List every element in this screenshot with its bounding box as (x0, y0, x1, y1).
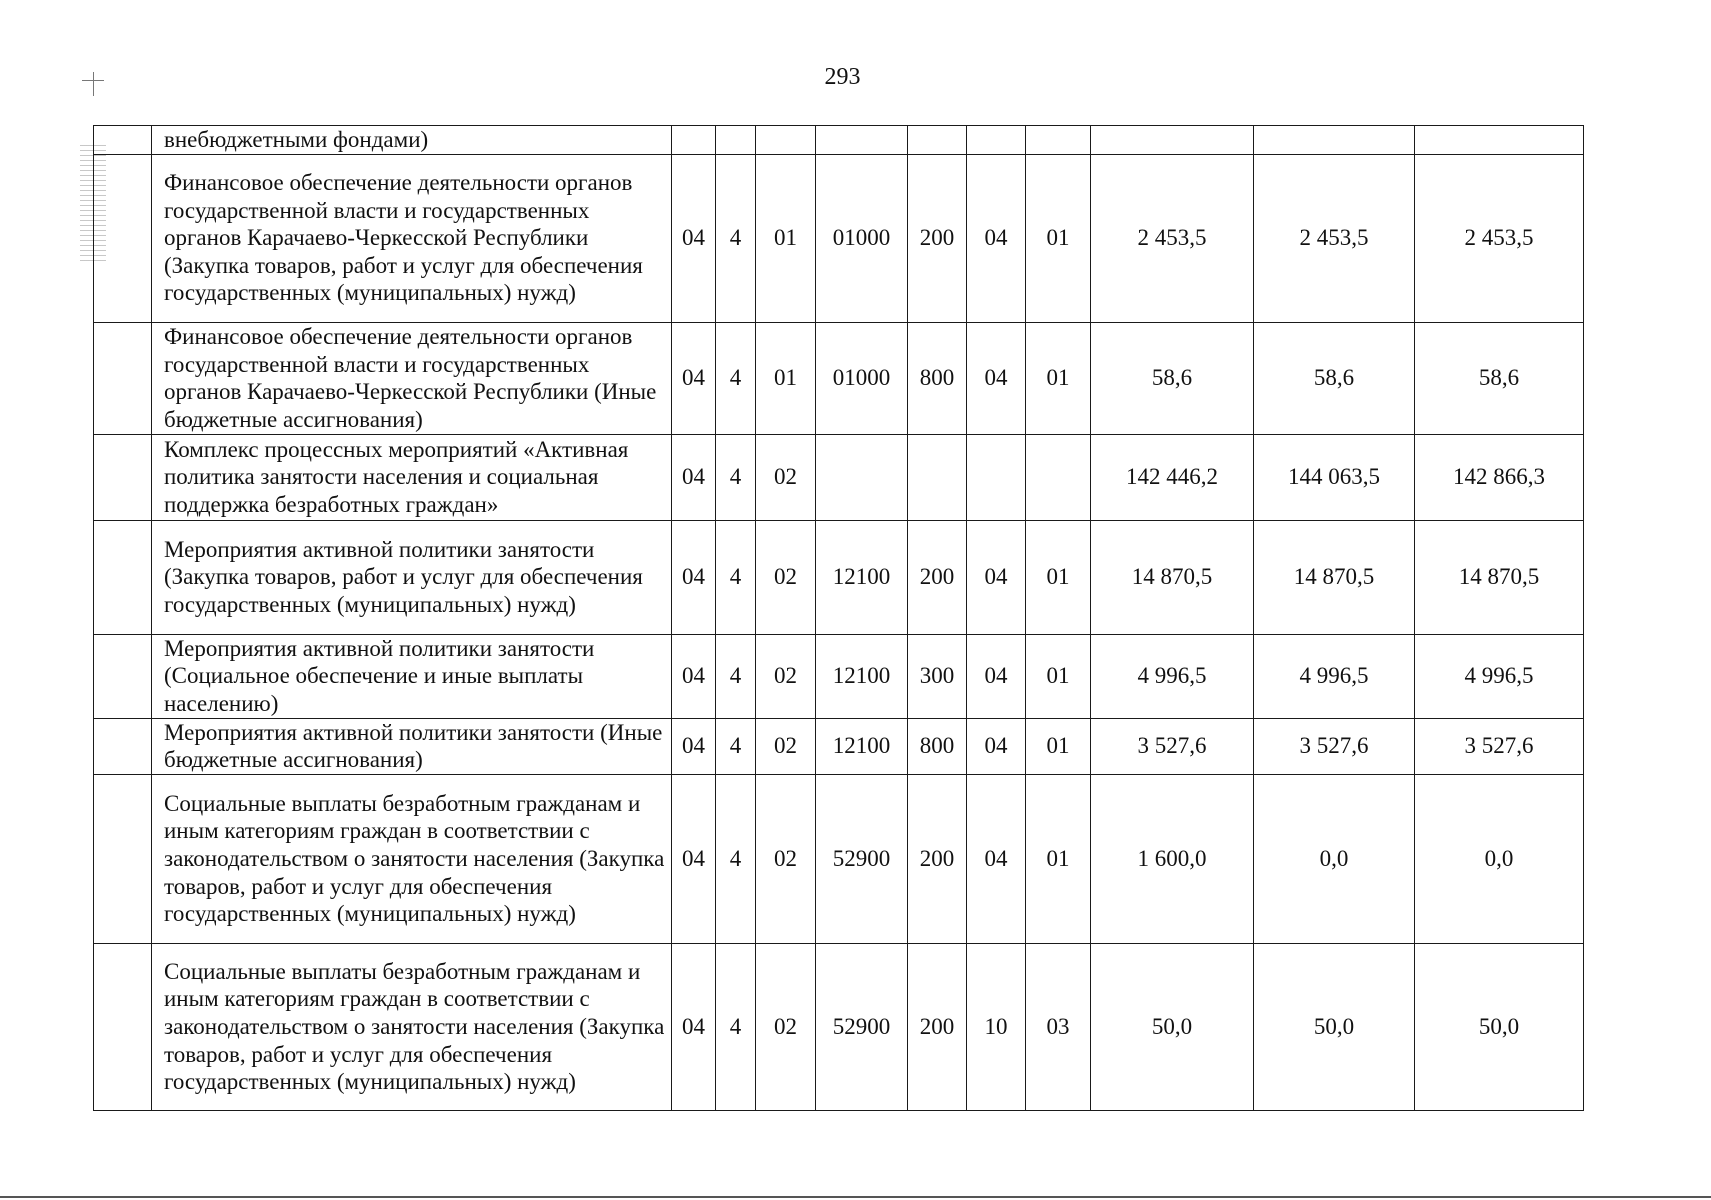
item-name-cell: Мероприятия активной политики занятости (Социальное обеспечение и иные выплаты населению) (152, 634, 672, 718)
code-cell: 03 (1026, 943, 1091, 1110)
code-cell: 02 (756, 943, 816, 1110)
code-cell: 4 (716, 434, 756, 520)
amount-cell (1091, 126, 1254, 155)
bottom-edge-line (0, 1196, 1711, 1198)
item-name-cell: Социальные выплаты безработным гражданам и иным категориям граждан в соответствии с законодательством о занятости населения (Закупка товаров, работ и услуг для обеспечения государственных (муниципальных) нужд) (152, 774, 672, 943)
amount-cell (1415, 126, 1584, 155)
amount-cell: 4 996,5 (1091, 634, 1254, 718)
code-cell (967, 434, 1026, 520)
code-cell: 01 (1026, 520, 1091, 634)
code-cell: 04 (967, 154, 1026, 322)
code-cell: 12100 (816, 718, 908, 774)
amount-cell: 14 870,5 (1254, 520, 1415, 634)
table-row (94, 774, 1584, 943)
code-cell: 200 (908, 154, 967, 322)
amount-cell: 4 996,5 (1254, 634, 1415, 718)
code-cell: 4 (716, 154, 756, 322)
row-index-cell (94, 520, 152, 634)
item-name-cell: внебюджетными фондами) (152, 126, 672, 155)
code-cell: 4 (716, 322, 756, 434)
code-cell (816, 126, 908, 155)
code-cell: 52900 (816, 943, 908, 1110)
code-cell: 4 (716, 718, 756, 774)
table-row (94, 634, 1584, 718)
code-cell: 04 (967, 520, 1026, 634)
amount-cell: 2 453,5 (1415, 154, 1584, 322)
amount-cell: 0,0 (1254, 774, 1415, 943)
amount-cell: 58,6 (1415, 322, 1584, 434)
row-index-cell (94, 154, 152, 322)
code-cell: 01 (1026, 322, 1091, 434)
code-cell: 04 (967, 718, 1026, 774)
amount-cell: 4 996,5 (1415, 634, 1584, 718)
code-cell: 01 (756, 322, 816, 434)
code-cell: 04 (672, 154, 716, 322)
code-cell: 01 (1026, 154, 1091, 322)
table-row (94, 943, 1584, 1110)
code-cell: 4 (716, 634, 756, 718)
code-cell: 01 (756, 154, 816, 322)
code-cell: 04 (672, 434, 716, 520)
code-cell: 04 (672, 774, 716, 943)
code-cell: 02 (756, 434, 816, 520)
row-index-cell (94, 634, 152, 718)
row-index-cell (94, 126, 152, 155)
page-number: 293 (824, 64, 861, 90)
item-name-cell: Финансовое обеспечение деятельности органов государственной власти и государственных органов Карачаево-Черкесской Республики (Иные бюджетные ассигнования) (152, 322, 672, 434)
item-name-cell: Финансовое обеспечение деятельности органов государственной власти и государственных органов Карачаево-Черкесской Республики (Закупка товаров, работ и услуг для обеспечения государственных (муниципальных) нужд) (152, 154, 672, 322)
code-cell: 300 (908, 634, 967, 718)
code-cell: 10 (967, 943, 1026, 1110)
amount-cell: 58,6 (1254, 322, 1415, 434)
item-name-cell: Социальные выплаты безработным гражданам и иным категориям граждан в соответствии с законодательством о занятости населения (Закупка товаров, работ и услуг для обеспечения государственных (муниципальных) нужд) (152, 943, 672, 1110)
amount-cell: 14 870,5 (1091, 520, 1254, 634)
code-cell (1026, 434, 1091, 520)
code-cell: 02 (756, 718, 816, 774)
code-cell: 02 (756, 774, 816, 943)
amount-cell: 50,0 (1091, 943, 1254, 1110)
code-cell: 12100 (816, 520, 908, 634)
code-cell: 01 (1026, 774, 1091, 943)
code-cell: 04 (967, 774, 1026, 943)
code-cell (1026, 126, 1091, 155)
code-cell (967, 126, 1026, 155)
code-cell (672, 126, 716, 155)
code-cell: 4 (716, 943, 756, 1110)
code-cell (756, 126, 816, 155)
code-cell (908, 126, 967, 155)
code-cell: 04 (672, 718, 716, 774)
item-name-cell: Мероприятия активной политики занятости (Иные бюджетные ассигнования) (152, 718, 672, 774)
row-index-cell (94, 774, 152, 943)
row-index-cell (94, 943, 152, 1110)
code-cell: 04 (672, 520, 716, 634)
code-cell: 800 (908, 322, 967, 434)
amount-cell: 3 527,6 (1091, 718, 1254, 774)
code-cell: 200 (908, 774, 967, 943)
row-index-cell (94, 434, 152, 520)
amount-cell: 0,0 (1415, 774, 1584, 943)
code-cell: 01 (1026, 634, 1091, 718)
table-row (94, 434, 1584, 520)
code-cell: 52900 (816, 774, 908, 943)
code-cell: 01000 (816, 322, 908, 434)
code-cell: 02 (756, 520, 816, 634)
code-cell: 200 (908, 520, 967, 634)
amount-cell: 50,0 (1415, 943, 1584, 1110)
amount-cell: 2 453,5 (1254, 154, 1415, 322)
item-name-cell: Комплекс процессных мероприятий «Активная политика занятости населения и социальная поддержка безработных граждан» (152, 434, 672, 520)
amount-cell: 142 446,2 (1091, 434, 1254, 520)
table-row (94, 322, 1584, 434)
amount-cell: 1 600,0 (1091, 774, 1254, 943)
amount-cell: 3 527,6 (1415, 718, 1584, 774)
row-index-cell (94, 718, 152, 774)
code-cell: 04 (967, 634, 1026, 718)
code-cell (816, 434, 908, 520)
code-cell: 04 (672, 322, 716, 434)
amount-cell: 2 453,5 (1091, 154, 1254, 322)
table-row (94, 520, 1584, 634)
item-name-cell: Мероприятия активной политики занятости (Закупка товаров, работ и услуг для обеспечения государственных (муниципальных) нужд) (152, 520, 672, 634)
code-cell (716, 126, 756, 155)
code-cell (908, 434, 967, 520)
table-row (94, 126, 1584, 155)
amount-cell: 3 527,6 (1254, 718, 1415, 774)
amount-cell: 14 870,5 (1415, 520, 1584, 634)
code-cell: 04 (967, 322, 1026, 434)
table-row (94, 718, 1584, 774)
amount-cell (1254, 126, 1415, 155)
code-cell: 04 (672, 634, 716, 718)
code-cell: 01000 (816, 154, 908, 322)
amount-cell: 144 063,5 (1254, 434, 1415, 520)
code-cell: 4 (716, 520, 756, 634)
code-cell: 800 (908, 718, 967, 774)
code-cell: 04 (672, 943, 716, 1110)
code-cell: 12100 (816, 634, 908, 718)
amount-cell: 50,0 (1254, 943, 1415, 1110)
budget-table (93, 125, 1584, 1111)
code-cell: 02 (756, 634, 816, 718)
table-row (94, 154, 1584, 322)
amount-cell: 58,6 (1091, 322, 1254, 434)
code-cell: 4 (716, 774, 756, 943)
row-index-cell (94, 322, 152, 434)
code-cell: 01 (1026, 718, 1091, 774)
code-cell: 200 (908, 943, 967, 1110)
amount-cell: 142 866,3 (1415, 434, 1584, 520)
